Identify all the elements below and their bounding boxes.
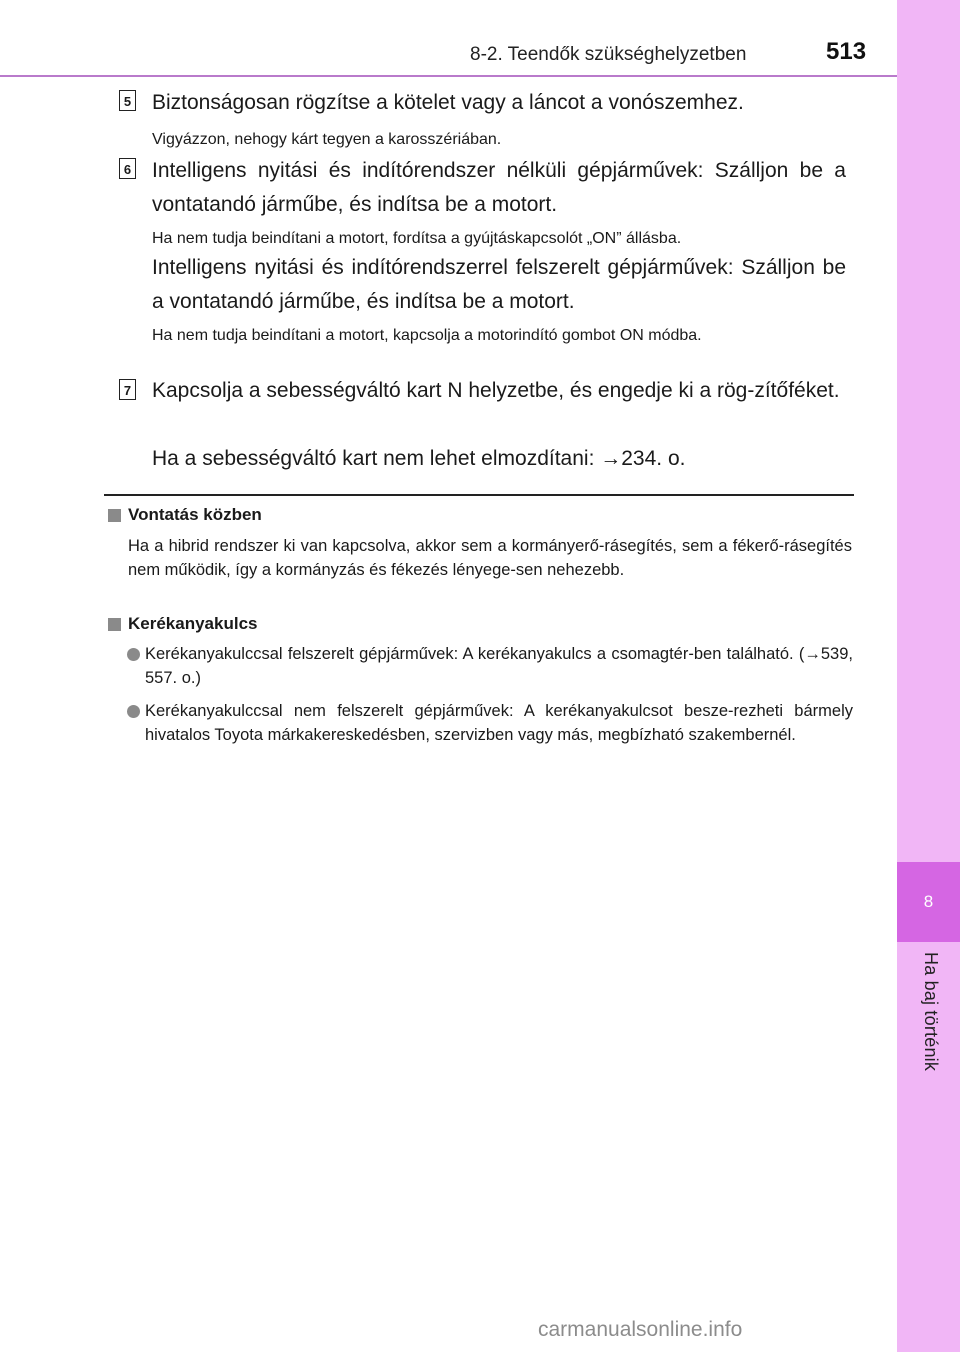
page-number: 513 [826,38,867,65]
square-bullet-icon [108,509,121,522]
header-rule [0,75,897,77]
step-6-text: Intelligens nyitási és indítórendszer nélküli gépjárművek: Szálljon be a vontatandó járműbe, és indítsa be a motort. [152,159,846,216]
wrench-bullet-1: Kerékanyakulccsal felszerelt gépjárművek: A kerékanyakulcs a csomagtér-ben található. (→539, 557. o.) [145,645,853,687]
step-6-text-2: Intelligens nyitási és indítórendszerrel felszerelt gépjárművek: Szálljon be a vontatandó járműbe, és indítsa be a motort. [152,256,846,313]
round-bullet-icon [127,648,140,661]
section-body-towing: Ha a hibrid rendszer ki van kapcsolva, akkor sem a kormányerő-rásegítés, sem a fékerő-rásegítés nem működik, így a kormányzás és fékezés lényege-sen nehezebb. [128,537,852,579]
watermark: carmanualsonline.info [538,1318,743,1341]
step-6-note-2: Ha nem tudja beindítani a motort, kapcsolja a motorindító gombot ON módba. [152,327,702,344]
section-heading-wrench: Kerékanyakulcs [128,614,258,633]
side-tab [897,0,960,1352]
header-section-title: 8-2. Teendők szükséghelyzetben [470,44,747,65]
wrench-bullet-2: Kerékanyakulccsal nem felszerelt gépjárművek: A kerékanyakulcsot besze-rezheti bármely hivatalos Toyota márkakereskedésben, szervizben vagy más, megbízható szakembernél. [145,702,853,744]
step-number-5: 5 [119,90,136,111]
side-chapter-number: 8 [897,862,960,942]
step-number-7: 7 [119,379,136,400]
square-bullet-icon [108,618,121,631]
step-number-6: 6 [119,158,136,179]
round-bullet-icon [127,705,140,718]
step-7-text-2: Ha a sebességváltó kart nem lehet elmozdítani: →234. o. [152,447,686,470]
section-divider [104,494,854,496]
step-5-text: Biztonságosan rögzítse a kötelet vagy a láncot a vonószemhez. [152,91,744,114]
side-chapter-title: Ha baj történik [921,952,941,1072]
step-7-text: Kapcsolja a sebességváltó kart N helyzetbe, és engedje ki a rög-zítőféket. [152,379,840,402]
step-5-note: Vigyázzon, nehogy kárt tegyen a karosszériában. [152,131,502,148]
step-6-note: Ha nem tudja beindítani a motort, fordítsa a gyújtáskapcsolót „ON” állásba. [152,230,682,247]
section-heading-towing: Vontatás közben [128,505,262,524]
